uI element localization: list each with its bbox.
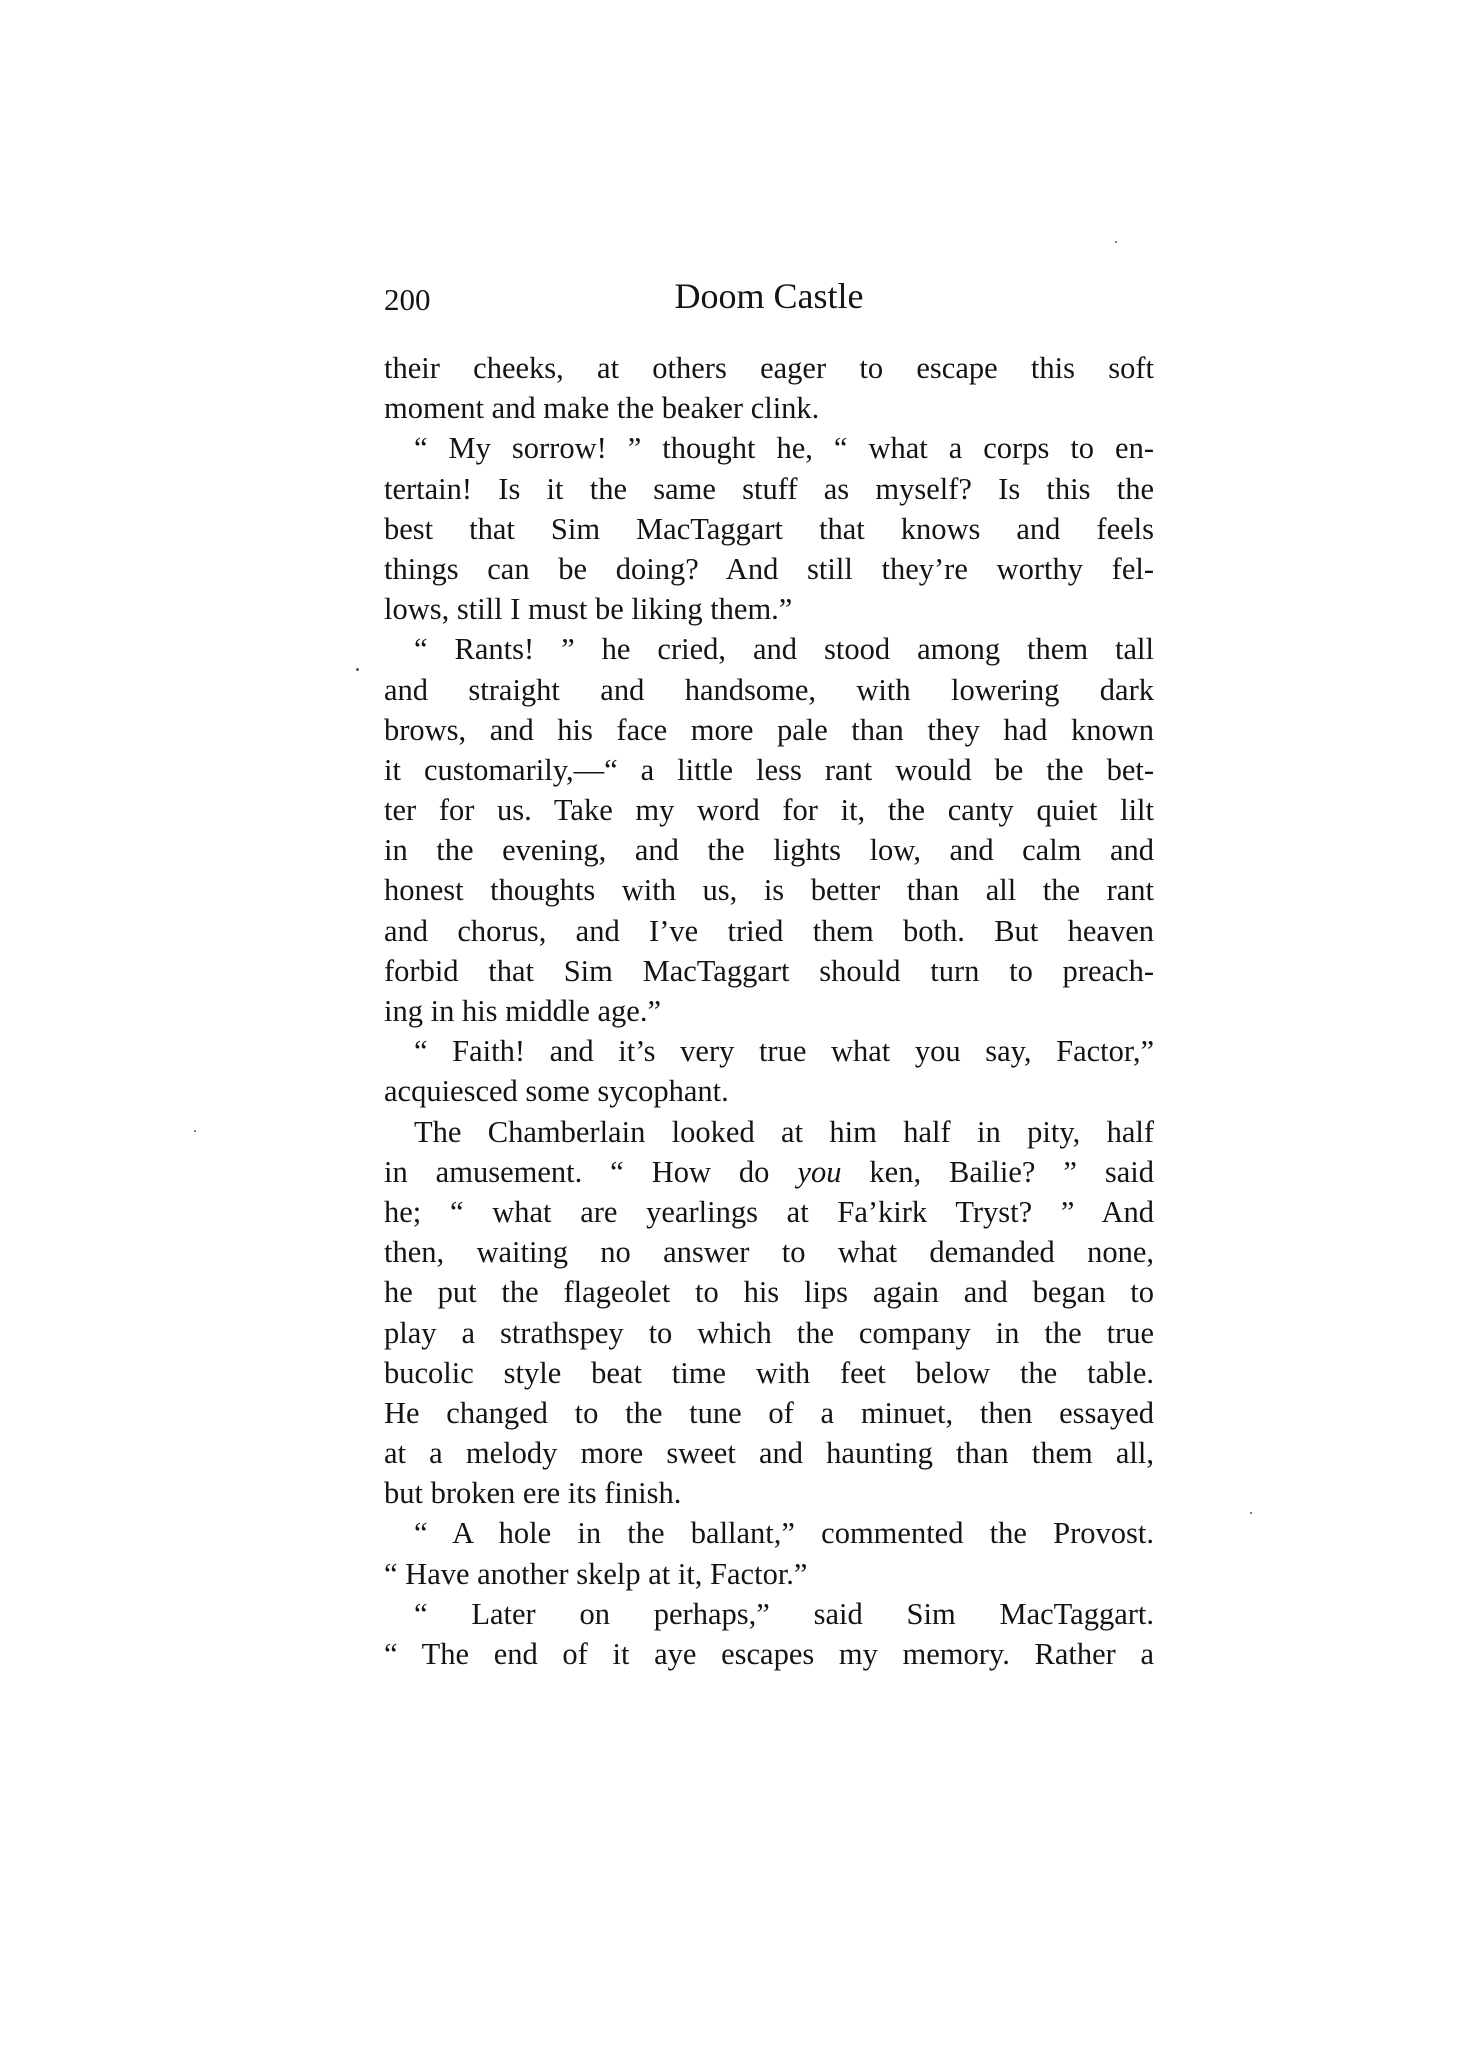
- text-line: forbid that Sim MacTaggart should turn to preach-: [384, 953, 1154, 988]
- text-line: “ Later on perhaps,” said Sim MacTaggart.: [414, 1596, 1154, 1631]
- text-line: and chorus, and I’ve tried them both. But heaven: [384, 913, 1154, 948]
- text-line: acquiesced some sycophant.: [384, 1074, 729, 1109]
- italic-word: you: [797, 1154, 842, 1189]
- text-line: things can be doing? And still they’re worthy fel-: [384, 551, 1154, 586]
- paper-speck: [356, 668, 359, 671]
- text-line: play a strathspey to which the company in the true: [384, 1315, 1154, 1350]
- text-segment: ken, Bailie? ” said: [841, 1154, 1155, 1189]
- text-line: but broken ere its finish.: [384, 1476, 682, 1511]
- text-line: tertain! Is it the same stuff as myself? Is this the: [384, 471, 1154, 506]
- text-line: [384, 1152, 1154, 1192]
- text-line: he put the flageolet to his lips again and began to: [384, 1275, 1154, 1310]
- text-line: “ The end of it aye escapes my memory. Rather a: [384, 1637, 1154, 1671]
- text-line: “ Have another skelp at it, Factor.”: [384, 1556, 808, 1591]
- text-line: at a melody more sweet and haunting than them all,: [384, 1436, 1154, 1471]
- page-number: 200: [384, 282, 431, 317]
- text-line: he; “ what are yearlings at Fa’kirk Tryst? ” And: [384, 1194, 1154, 1229]
- text-line: their cheeks, at others eager to escape this soft: [384, 351, 1154, 385]
- book-page: [384, 270, 1154, 1674]
- text-line: ing in his middle age.”: [384, 994, 661, 1028]
- text-segment: in amusement. “ How do: [384, 1154, 798, 1189]
- paper-speck: [1115, 241, 1117, 243]
- text-line: then, waiting no answer to what demanded none,: [384, 1235, 1154, 1270]
- text-line: “ Rants! ” he cried, and stood among them tall: [414, 632, 1154, 667]
- text-line: The Chamberlain looked at him half in pity, half: [414, 1114, 1154, 1149]
- text-line: “ My sorrow! ” thought he, “ what a corps to en-: [414, 431, 1154, 466]
- running-head: [384, 270, 1154, 322]
- text-line: ter for us. Take my word for it, the canty quiet lilt: [384, 793, 1154, 828]
- body-text: [384, 348, 1154, 1674]
- paper-speck: [194, 1130, 196, 1132]
- text-line: moment and make the beaker clink.: [384, 391, 820, 426]
- running-title: Doom Castle: [674, 276, 864, 316]
- text-line: and straight and handsome, with lowering dark: [384, 672, 1154, 707]
- text-line: it customarily,—“ a little less rant would be the bet-: [384, 752, 1154, 787]
- text-line: He changed to the tune of a minuet, then essayed: [384, 1395, 1154, 1430]
- text-line: bucolic style beat time with feet below the table.: [384, 1355, 1154, 1390]
- paper-speck: [1250, 1512, 1252, 1514]
- text-line: brows, and his face more pale than they had known: [384, 712, 1154, 747]
- text-line: “ A hole in the ballant,” commented the Provost.: [414, 1516, 1154, 1551]
- text-line: honest thoughts with us, is better than all the rant: [384, 873, 1154, 908]
- text-line: lows, still I must be liking them.”: [384, 592, 793, 627]
- text-line: “ Faith! and it’s very true what you say, Factor,”: [414, 1034, 1154, 1069]
- text-line: in the evening, and the lights low, and calm and: [384, 833, 1154, 868]
- text-line: best that Sim MacTaggart that knows and feels: [384, 511, 1154, 546]
